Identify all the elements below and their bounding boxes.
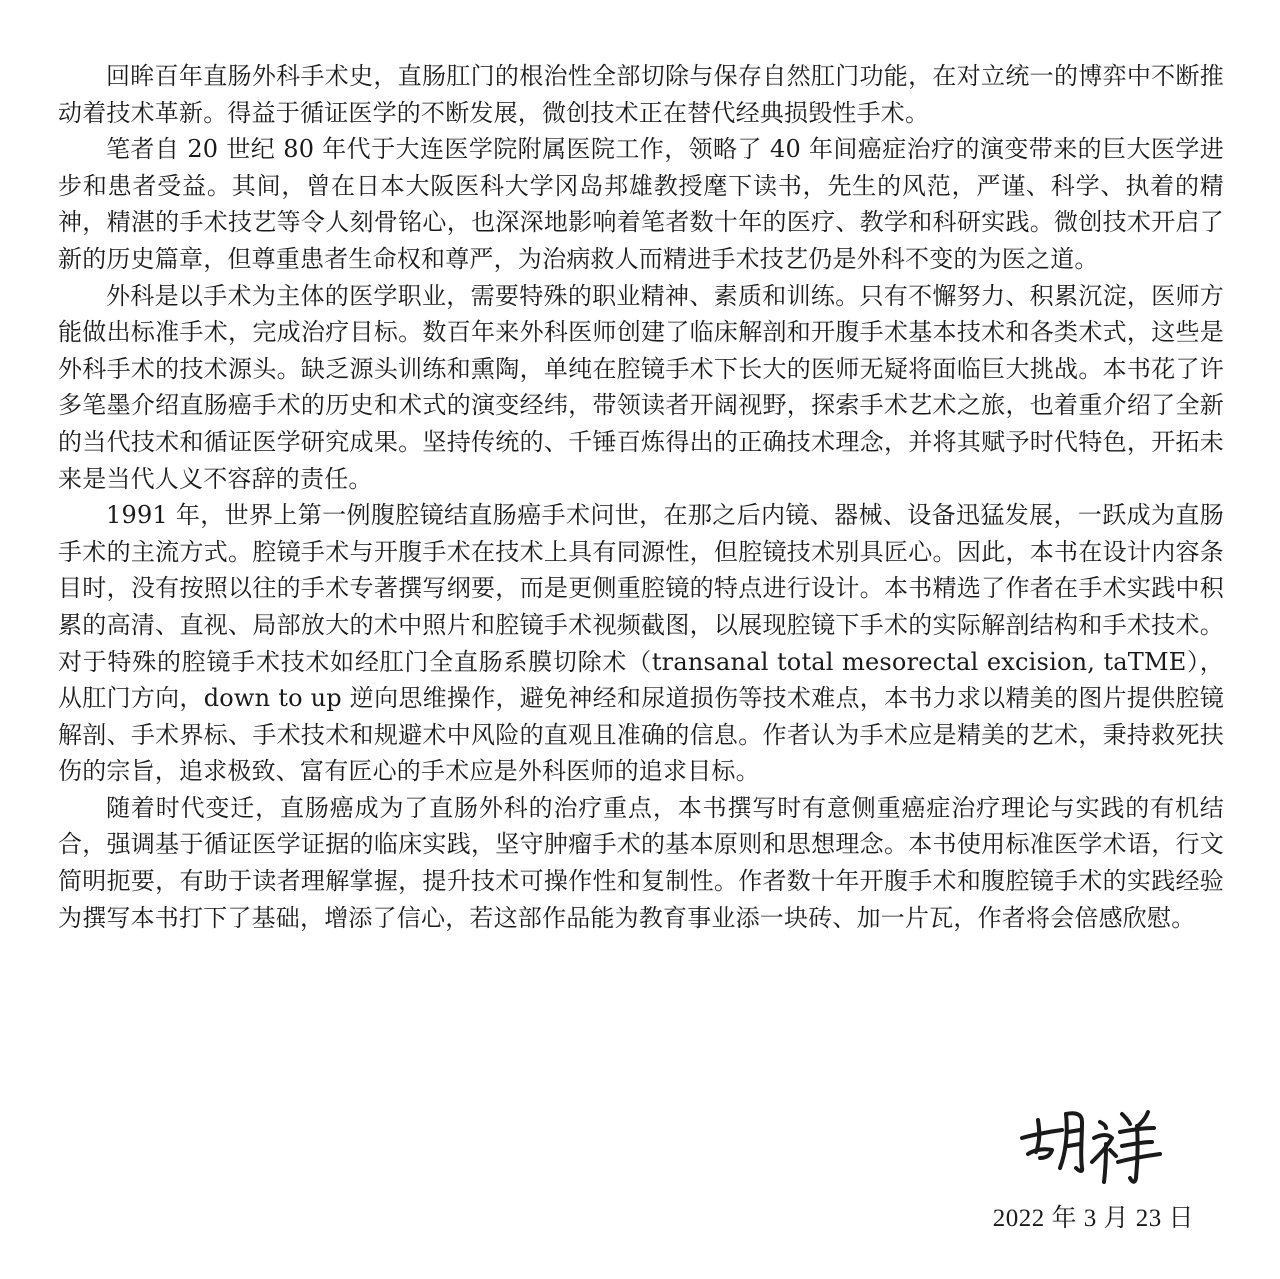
- handwritten-signature: [1010, 1092, 1170, 1192]
- preface-body: [58, 58, 1224, 936]
- paragraph-1: 回眸百年直肠外科手术史，直肠肛门的根治性全部切除与保存自然肛门功能，在对立统一的博弈中不断推动着技术革新。得益于循证医学的不断发展，微创技术正在替代经典损毁性手术。: [58, 62, 1224, 127]
- paragraph-2: 笔者自 20 世纪 80 年代于大连医学院附属医院工作，领略了 40 年间癌症治疗的演变带来的巨大医学进步和患者受益。其间，曾在日本大阪医科大学冈岛邦雄教授麾下读书，先生的风范，严谨、科学、执着的精神，精湛的手术技艺等令人刻骨铭心，也深深地影响着笔者数十年的医疗、教学和科研实践。微创技术开启了新的历史篇章，但尊重患者生命权和尊严，为治病救人而精进手术技艺仍是外科不变的为医之道。: [58, 135, 1224, 273]
- paragraph-3: 外科是以手术为主体的医学职业，需要特殊的职业精神、素质和训练。只有不懈努力、积累沉淀，医师方能做出标准手术，完成治疗目标。数百年来外科医师创建了临床解剖和开腹手术基本技术和各类术式，这些是外科手术的技术源头。缺乏源头训练和熏陶，单纯在腔镜手术下长大的医师无疑将面临巨大挑战。本书花了许多笔墨介绍直肠癌手术的历史和术式的演变经纬，带领读者开阔视野，探索手术艺术之旅，也着重介绍了全新的当代技术和循证医学研究成果。坚持传统的、千锤百炼得出的正确技术理念，并将其赋予时代特色，开拓未来是当代人义不容辞的责任。: [58, 281, 1224, 493]
- date-line: 2022 年 3 月 23 日: [992, 1205, 1194, 1232]
- paragraph-5: 随着时代变迁，直肠癌成为了直肠外科的治疗重点，本书撰写时有意侧重癌症治疗理论与实践的有机结合，强调基于循证医学证据的临床实践，坚守肿瘤手术的基本原则和思想理念。本书使用标准医学术语，行文简明扼要，有助于读者理解掌握，提升技术可操作性和复制性。作者数十年开腹手术和腹腔镜手术的实践经验为撰写本书打下了基础，增添了信心，若这部作品能为教育事业添一块砖、加一片瓦，作者将会倍感欣慰。: [58, 793, 1224, 932]
- paragraph-4: 1991 年，世界上第一例腹腔镜结直肠癌手术问世，在那之后内镜、器械、设备迅猛发展，一跃成为直肠手术的主流方式。腔镜手术与开腹手术在技术上具有同源性，但腔镜技术别具匠心。因此，本书在设计内容条目时，没有按照以往的手术专著撰写纲要，而是更侧重腔镜的特点进行设计。本书精选了作者在手术实践中积累的高清、直视、局部放大的术中照片和腔镜手术视频截图，以展现腔镜下手术的实际解剖结构和手术技术。对于特殊的腔镜手术技术如经肛门全直肠系膜切除术（transanal total mesorectal excision, taTME），从肛门方向，down to up 逆向思维操作，避免神经和尿道损伤等技术难点，本书力求以精美的图片提供腔镜解剖、手术界标、手术技术和规避术中风险的直观且准确的信息。作者认为手术应是精美的艺术，秉持救死扶伤的宗旨，追求极致、富有匠心的手术应是外科医师的追求目标。: [58, 501, 1224, 786]
